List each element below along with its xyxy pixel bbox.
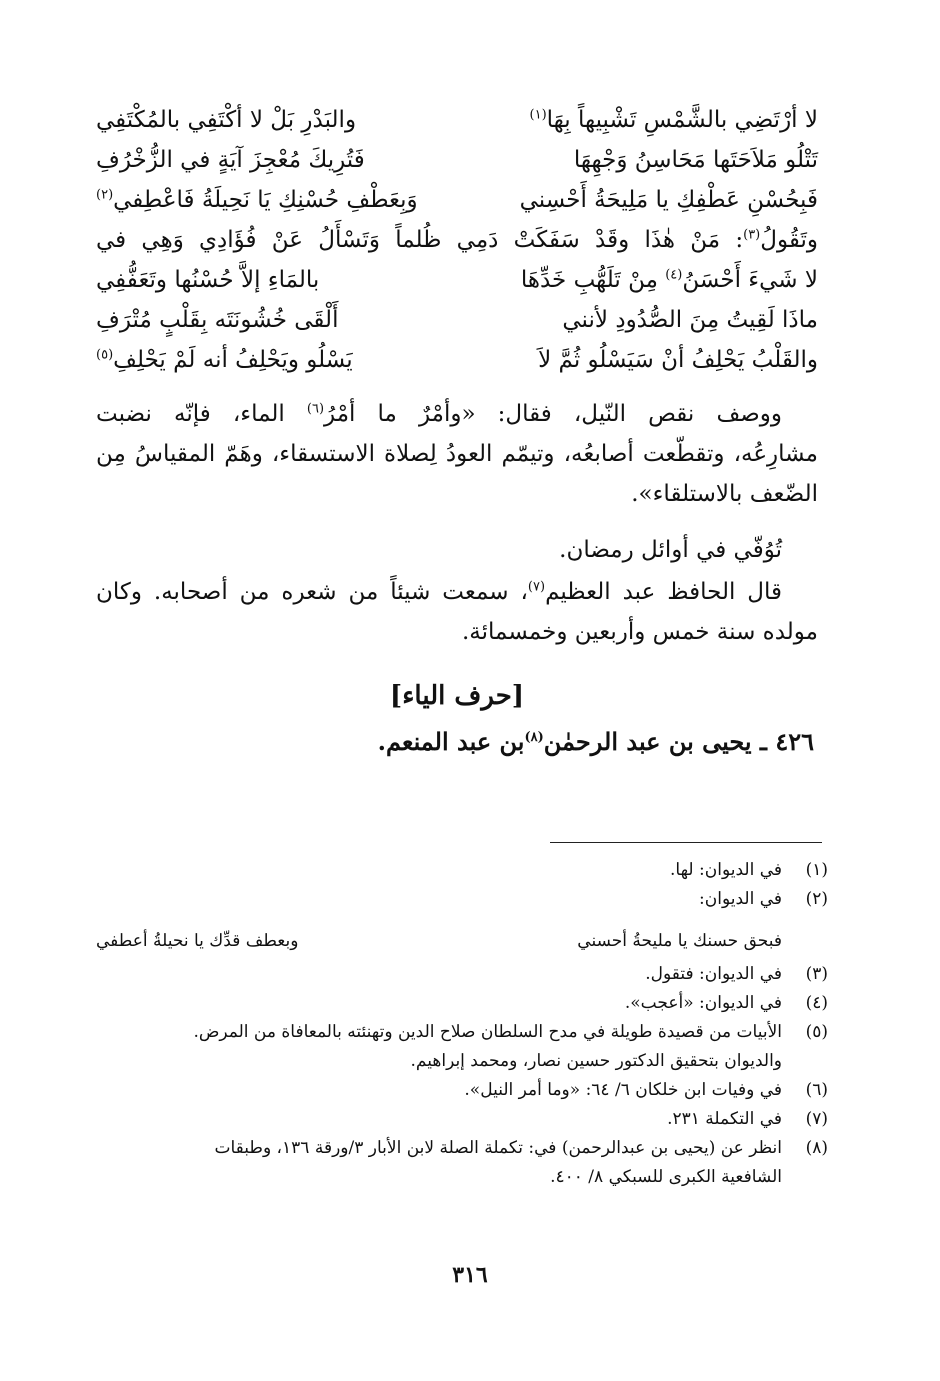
footnote xyxy=(96,989,828,1018)
footnote-number: (٤) xyxy=(805,993,828,1013)
verse-line xyxy=(96,180,818,220)
paragraph-line: الضّعف بالاستلقاء». xyxy=(631,481,818,507)
verse-first-hemistich: فَبِحُسْنِ عَطْفِكِ يا مَلِيحَةُ أَحْسِني xyxy=(519,187,818,213)
section-heading: [حرف الياء] xyxy=(389,681,525,711)
footnote-verse-first: فبحق حسنك يا مليحةُ أحسني xyxy=(577,931,782,951)
verse-second-hemistich: يَسْلُو ويَحْلِفُ أنه لَمْ يَحْلِفِ$^{(٥)}$ xyxy=(96,347,353,373)
entry-heading: ٤٢٦ ـ يحيى بن عبد الرحمٰن$^{(٨)}$بن عبد المنعم. xyxy=(377,727,814,756)
footnote-separator xyxy=(550,842,822,843)
footnote xyxy=(96,1076,828,1105)
footnote xyxy=(96,1134,828,1192)
footnote-text: في الديوان: xyxy=(699,889,782,909)
poem-block-2 xyxy=(96,260,818,380)
verse-second-hemistich: بالمَاءِ إلاَّ حُسْنُها وتَعَفُّفِي xyxy=(96,267,320,293)
footnote-number: (٣) xyxy=(805,964,828,984)
footnote-verse xyxy=(96,914,828,960)
main-text xyxy=(96,100,818,764)
footnote-text: في الديوان: لها. xyxy=(670,860,782,880)
footnote xyxy=(96,1105,828,1134)
verse-first-hemistich: لا أرْتَضِي بالشَّمْسِ تَشْبِيهاً بِهَا$^{(١)}$ xyxy=(529,107,818,133)
nile-paragraph xyxy=(96,394,818,514)
verse-line xyxy=(96,100,818,140)
footnote-number: (٥) xyxy=(805,1022,828,1042)
footnote-number: (٦) xyxy=(805,1080,828,1100)
hafiz-paragraph xyxy=(96,572,818,652)
verse-second-hemistich: والبَدْرِ بَلْ لا أكْتَفِي بالمُكْتَفِي xyxy=(96,107,357,133)
verse-line xyxy=(96,140,818,180)
verse-line xyxy=(96,300,818,340)
footnote-text: في الديوان: «أعجب». xyxy=(624,993,782,1013)
page-number: ٣١٦ xyxy=(452,1262,488,1288)
paragraph-line: مولده سنة خمس وأربعين وخمسمائة. xyxy=(462,619,818,645)
verse-first-hemistich: ماذَا لَقِيتُ مِنَ الصُّدُودِ لأنني xyxy=(562,307,818,333)
footnote-text: في الديوان: فتقول. xyxy=(645,964,782,984)
footnote-text: انظر عن (يحيى بن عبدالرحمن) في: تكملة الصلة لابن الأبار ٣/ورقة ١٣٦، وطبقات الشافعية الكبرى للسبكي ٨/ ٤٠٠. xyxy=(214,1138,782,1187)
verse-second-hemistich: فَتُرِيكَ مُعْجِزَ آيَةٍ في الزُّخْرُفِ xyxy=(96,147,365,173)
footnote-number: (٢) xyxy=(805,889,828,909)
footnote xyxy=(96,856,828,885)
footnote xyxy=(96,1018,828,1076)
verse-second-hemistich: أَلْقَى خُشُونَتَه بِقَلْبٍ مُتْرَفِ xyxy=(96,307,339,333)
verse-line xyxy=(96,260,818,300)
paragraph-line: مشارِعُه، وتقطّعت أصابعُه، وتيمّم العودُ لِصلاة الاستسقاء، وهَمّ المقياسُ مِن xyxy=(96,441,818,467)
verse-second-hemistich: وَبِعَطْفِ حُسْنِكِ يَا نَحِيلَةُ فَاعْطِفي$^{(٢)}$ xyxy=(96,187,418,213)
verse-first-hemistich: والقَلْبُ يَحْلِفُ أنْ سَيَسْلُو ثُمَّ لاَ xyxy=(538,347,818,373)
footnote-number: (٧) xyxy=(805,1109,828,1129)
footnote xyxy=(96,960,828,989)
footnote xyxy=(96,885,828,914)
paragraph-line: قال الحافظ عبد العظيم$^{(٧)}$، سمعت شيئاً من شعره من أصحابه. وكان xyxy=(96,579,783,605)
footnote-number: (٨) xyxy=(805,1138,828,1158)
prose-line: وتَقُولُ$^{(٣)}$: مَنْ هٰذَا وقَدْ سَفَكَتْ دَمِي ظُلماً وَتَسْأَلُ عَنْ فُؤَادِي وَهِي في xyxy=(96,227,818,253)
footnote-text: في وفيات ابن خلكان ٦/ ٦٤: «وما أمر النيل». xyxy=(464,1080,782,1100)
footnote-verse-second: وبعطف قدِّك يا نحيلةُ أعطفي xyxy=(96,931,299,951)
poem-block-1 xyxy=(96,100,818,220)
verse-first-hemistich: لا شَيءَ أَحْسَنُ$^{(٤)}$ مِنْ تَلَهُّبِ خَدِّهَا xyxy=(520,267,818,293)
footnote-number: (١) xyxy=(805,860,828,880)
footnote-text: الأبيات من قصيدة طويلة في مدح السلطان صلاح الدين وتهنئته بالمعافاة من المرض. والديوان بتحقيق الدكتور حسين نصار، ومحمد إبراهيم. xyxy=(193,1022,782,1071)
paragraph-line: ووصف نقص النّيل، فقال: «وأمْرٌ ما أمْرُ$^{(٦)}$ الماء، فإنّه نضبت xyxy=(96,401,782,427)
verse-line xyxy=(96,340,818,380)
footnotes xyxy=(96,856,828,1192)
death-note: تُوُفّي في أوائل رمضان. xyxy=(559,537,782,563)
footnote-text: في التكملة ٢٣١. xyxy=(667,1109,782,1129)
verse-first-hemistich: تَتْلُو مَلاَحَتَها مَحَاسِنُ وَجْهِهَا xyxy=(573,147,818,173)
